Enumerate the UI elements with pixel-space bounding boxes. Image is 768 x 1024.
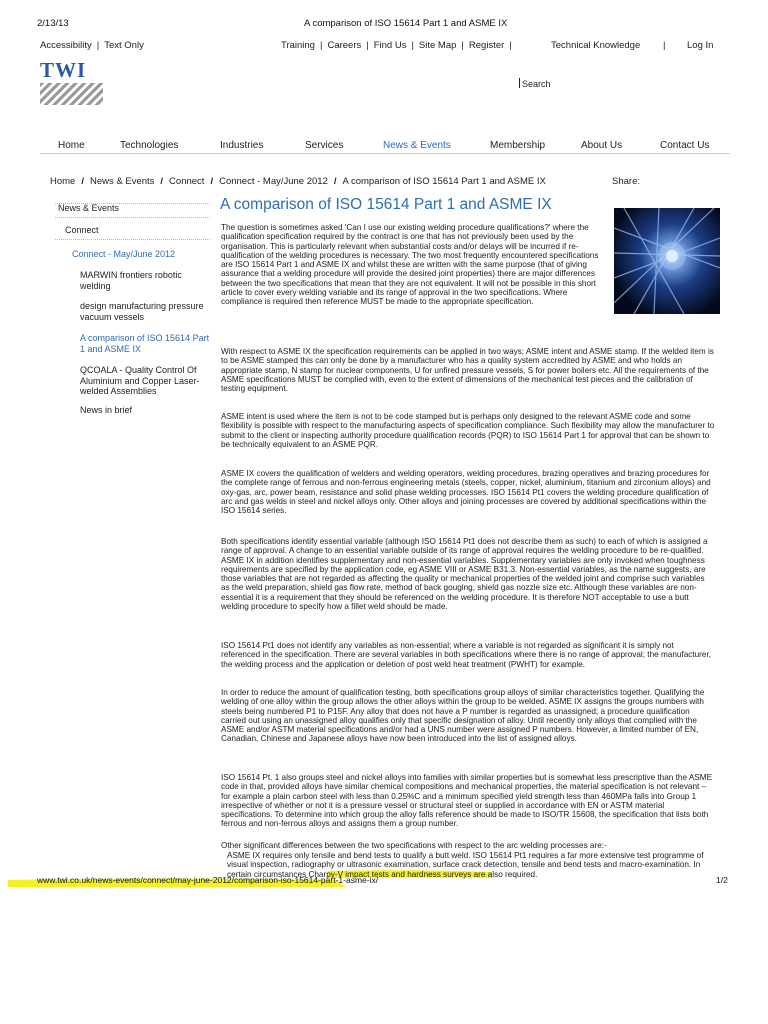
article-paragraph: With respect to ASME IX the specification requirements can be applied in two ways; ASME intent and ASME stamp. If the welded item is to be ASME stamped this can only be done by a manufacturer who has a quality system accredited by ASME and who holds an appropriate stamp, N stamp for nuclear components, U for unfired pressure vessels, S for power boilers etc. All the requirements of the ASME specifications MUST be complied with, even to the extent of dimensions of the mechanical test pieces and the calibration of testing equipment. bbox=[221, 347, 714, 394]
breadcrumb-separator: / bbox=[333, 176, 337, 187]
sidebar-connect[interactable]: Connect bbox=[65, 225, 99, 235]
breadcrumb-issue[interactable]: Connect - May/June 2012 bbox=[219, 176, 328, 187]
nav-services[interactable]: Services bbox=[305, 140, 344, 151]
logo-stripes-icon bbox=[40, 83, 103, 105]
print-title: A comparison of ISO 15614 Part 1 and ASME IX bbox=[304, 18, 508, 29]
nav-home[interactable]: Home bbox=[58, 140, 85, 151]
utility-links-right bbox=[281, 40, 517, 51]
sidebar-news-events[interactable]: News & Events bbox=[58, 203, 120, 213]
text-only-link[interactable]: Text Only bbox=[104, 40, 144, 51]
article-paragraph: ISO 15614 Pt1 does not identify any variables as non-essential; where a variable is not regarded as significant it is simply not referenced in the specification. There are several variables in both specifications where there is no range of approval; the manufacturer, the welding process and the application or deletion of post weld heat treatment (PWHT) for example. bbox=[221, 641, 712, 669]
separator: | bbox=[461, 40, 464, 51]
accessibility-link[interactable]: Accessibility bbox=[40, 40, 92, 51]
breadcrumb-current: A comparison of ISO 15614 Part 1 and ASME IX bbox=[342, 176, 546, 187]
divider bbox=[55, 217, 210, 218]
article-title: A comparison of ISO 15614 Part 1 and ASME IX bbox=[220, 196, 552, 213]
divider bbox=[55, 239, 210, 240]
nav-membership[interactable]: Membership bbox=[490, 140, 546, 151]
sidebar-item-marwin[interactable]: MARWIN frontiers robotic welding bbox=[80, 270, 182, 291]
sidebar-item-design-manufacturing[interactable]: design manufacturing pressure vacuum vessels bbox=[80, 301, 204, 322]
welding-robot-image bbox=[614, 208, 720, 314]
article-paragraph: In order to reduce the amount of qualification testing, both specifications group alloys of similar characteristics together. Qualifying the welding of one alloy within the group allows the other alloys within the group to be welded. ASME IX assigns the groups numbers with steels being numbered P1 to P15F. Any alloy that does not have a P number is regarded as unassigned; a procedure qualification carried out using an unassigned alloy qualifies only that specific designation of alloy. Until recently only alloys that complied with the ASME and/or ASTM material specifications and/or had a UNS number were assigned P numbers. However, a limited number of EN, Canadian, Chinese and Japanese alloys have now been introduced into the list of assigned alloys. bbox=[221, 688, 705, 744]
article-paragraph: The question is sometimes asked 'Can I use our existing welding procedure qualifications?' where the qualification specification required by the contract is one that has not previously been used by the organisation. This is particularly relevant when substantial costs and/or delays will be incurred if re-qualification of the welding procedures is necessary. The two most frequently encountered specifications are ISO 15614 Part 1 and ASME IX and whilst these are written with the same purpose (that of giving assurance that a welding procedure will provide the desired joint properties) there are major differences between the two specifications that mean that they are not equivalent. It will not be possible in this short article to cover every welding variable and its range of approval in the two specifications. Where compliance is required then reference MUST be made to the appropriate specification. bbox=[221, 223, 599, 307]
breadcrumb-news-events[interactable]: News & Events bbox=[89, 176, 155, 187]
sidebar-issue[interactable]: Connect - May/June 2012 bbox=[72, 249, 176, 259]
training-link[interactable]: Training bbox=[281, 40, 315, 51]
nav-about-us[interactable]: About Us bbox=[581, 140, 623, 151]
print-date: 2/13/13 bbox=[37, 18, 69, 29]
search-label: Search bbox=[522, 79, 551, 89]
article-paragraph: ASME IX covers the qualification of welders and welding operators, welding procedures, brazing operatives and brazing procedures for the complete range of ferrous and non-ferrous engineering metals (steels, copper, nickel, aluminium, titanium and zirconium alloys) and oxy-gas, arc, power beam, resistance and solid phase welding processes. ISO 15614 Pt1 covers the welding procedure qualification of arc and gas welds in steel and nickel alloys only. Other alloys and joining processes are covered by additional specifications within the ISO 15614 series. bbox=[221, 469, 711, 516]
article-paragraph: ISO 15614 Pt. 1 also groups steel and nickel alloys into families with similar properties but is somewhat less prescriptive than the ASME code in that, provided alloys have similar chemical compositions and mechanical properties, the material specification is not relevant – for example a plain carbon steel with less than 0.25%C and a minimum specified yield strength less than 460MPa falls into Group 1 irrespective of whether or not it is a pressure vessel or structural steel or supplied in accordance with EN or ASTM material specifications. To determine into which group the alloy falls reference should be made to ISO/TR 15608, the specification that lists both ferrous and non-ferrous alloys and assigns them a group number. bbox=[221, 773, 713, 829]
breadcrumb-connect[interactable]: Connect bbox=[169, 176, 205, 187]
article-paragraph: Both specifications identify essential variable (although ISO 15614 Pt1 does not describe them as such) to each of which is assigned a range of approval. A change to an essential variable outside of its range of approval requires the welding procedure to be re-qualified. ASME IX in addition identifies supplementary and non-essential variables. Supplementary variables are only invoked when toughness requirements are specified by the application code, eg ASME VIII or ASME B31.3. Non-essential variables, as the name suggests, are those variables that are not regarded as affecting the quality or mechanical properties of the welded joint and comprise such variables as the weld preparation, shield gas flow rate, method of back gouging, shield gas nozzle size etc. Although these variables are non-essential it is a requirement that they should be referenced on the welding procedure. It is therefore NOT acceptable to use a butt welding procedure to specify how a fillet weld should be made. bbox=[221, 537, 708, 612]
article-paragraph: ASME intent is used where the item is not to be code stamped but is perhaps only designed to the relevant ASME code and some flexibility is possible with respect to the manufacturing aspects of specification compliance. Such flexibility may allow the manufacturer to submit to the client or inspecting authority procedure qualification records (PQR) to ISO 15614 Part 1 for approval that can be shown to be technically equivalent to an ASME PQR. bbox=[221, 412, 715, 449]
nav-industries[interactable]: Industries bbox=[220, 140, 264, 151]
share-label[interactable]: Share: bbox=[612, 176, 640, 187]
article-bullet: ASME IX requires only tensile and bend tests to qualify a butt weld. ISO 15614 Pt1 requires a far more extensive test programme of visual inspection, radiography or ultrasonic examination, surface crack detection, tensile and bend tests and macro-examination. In certain circumstances Charpy-V impact tests and hardness surveys are also required. bbox=[227, 851, 704, 879]
separator: | bbox=[509, 40, 512, 51]
log-in-link[interactable]: Log In bbox=[687, 40, 714, 51]
separator: | bbox=[663, 40, 666, 51]
breadcrumb-separator: / bbox=[210, 176, 214, 187]
separator: | bbox=[319, 40, 323, 51]
breadcrumb-separator: / bbox=[81, 176, 84, 187]
sidebar-item-news-in-brief[interactable]: News in brief bbox=[80, 405, 133, 415]
breadcrumb bbox=[50, 176, 546, 187]
search-input[interactable] bbox=[519, 78, 551, 89]
separator: | bbox=[366, 40, 369, 51]
nav-technologies[interactable]: Technologies bbox=[120, 140, 179, 151]
utility-links-left bbox=[40, 40, 144, 51]
footer-url: www.twi.co.uk/news-events/connect/may-june-2012/comparison-iso-15614-part-1-asme-ix/ bbox=[37, 875, 379, 885]
logo-text: TWI bbox=[40, 58, 87, 82]
article-last-line: Other significant differences between the two specifications with respect to the arc welding processes are:- bbox=[221, 841, 607, 850]
text-cursor-icon bbox=[519, 78, 520, 88]
register-link[interactable]: Register bbox=[468, 40, 505, 51]
nav-contact-us[interactable]: Contact Us bbox=[660, 140, 710, 151]
separator: | bbox=[411, 40, 414, 51]
breadcrumb-separator: / bbox=[160, 176, 164, 187]
page-number: 1/2 bbox=[716, 875, 728, 885]
sidebar-item-qcoala[interactable]: QCOALA - Quality Control Of Aluminium and Copper Laser-welded Assemblies bbox=[80, 365, 200, 396]
breadcrumb-home[interactable]: Home bbox=[50, 176, 76, 187]
careers-link[interactable]: Careers bbox=[327, 40, 362, 51]
site-map-link[interactable]: Site Map bbox=[418, 40, 457, 51]
nav-news-events[interactable]: News & Events bbox=[383, 140, 451, 151]
find-us-link[interactable]: Find Us bbox=[373, 40, 407, 51]
twi-logo[interactable] bbox=[40, 60, 104, 108]
technical-knowledge-link[interactable]: Technical Knowledge bbox=[551, 40, 641, 51]
main-nav bbox=[40, 138, 730, 154]
sidebar-item-comparison[interactable]: A comparison of ISO 15614 Part 1 and ASME IX bbox=[80, 333, 210, 354]
separator: | bbox=[96, 40, 100, 51]
